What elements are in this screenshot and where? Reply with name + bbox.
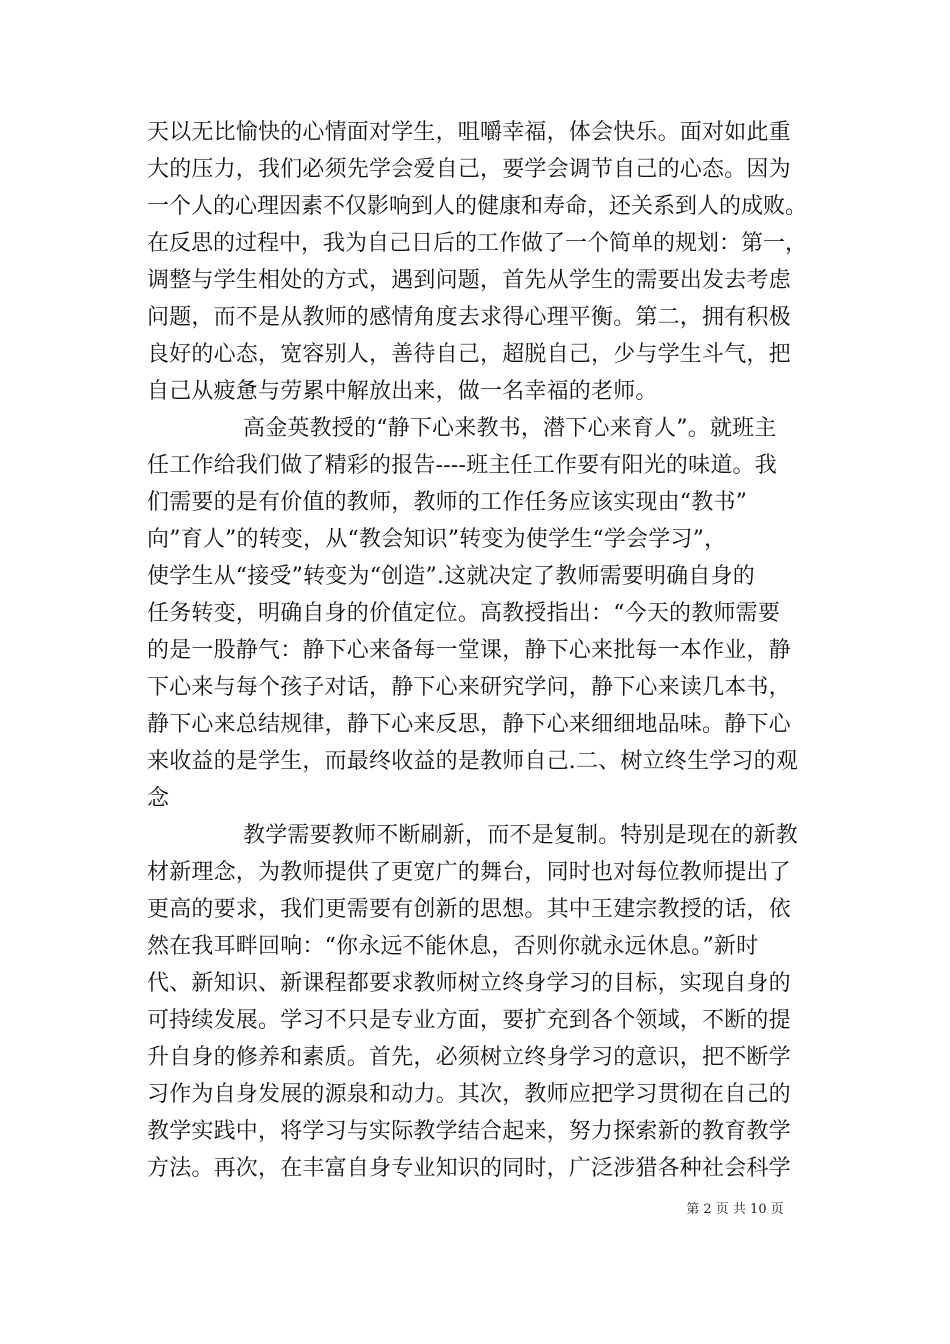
text-line: 天以无比愉快的心情面对学生，咀嚼幸福，体会快乐。面对如此重 [147, 120, 791, 145]
text-line: 使学生从“接受”转变为“创造”.这就决定了教师需要明确自身的 [147, 564, 755, 589]
text-line: 升自身的修养和素质。首先，必须树立终身学习的意识，把不断学 [147, 1045, 791, 1070]
text-line: 任工作给我们做了精彩的报告----班主任工作要有阳光的味道。我 [147, 453, 777, 478]
text-line: 念 [147, 786, 170, 811]
text-line: 来收益的是学生，而最终收益的是教师自己.二、树立终生学习的观 [147, 749, 798, 774]
text-line: 一个人的心理因素不仅影响到人的健康和寿命，还关系到人的成败。 [147, 194, 808, 219]
text-line: 可持续发展。学习不只是专业方面，要扩充到各个领域，不断的提 [147, 1008, 791, 1033]
text-line: 在反思的过程中，我为自己日后的工作做了一个简单的规划：第一， [147, 231, 808, 256]
paragraph-gao-jinying [147, 410, 809, 817]
paragraph-reflection [147, 114, 809, 410]
text-line: 问题，而不是从教师的感情角度去求得心理平衡。第二，拥有积极 [147, 305, 791, 330]
text-line: 教学实践中，将学习与实际教学结合起来，努力探索新的教育教学 [147, 1119, 791, 1144]
body-text [147, 114, 809, 1187]
text-line: 下心来与每个孩子对话，静下心来研究学问，静下心来读几本书， [147, 675, 791, 700]
text-line: 向”育人”的转变，从“教会知识”转变为使学生“学会学习”， [147, 527, 727, 552]
text-line: 材新理念，为教师提供了更宽广的舞台，同时也对每位教师提出了 [147, 860, 791, 885]
text-line: 大的压力，我们必须先学会爱自己，要学会调节自己的心态。因为 [147, 157, 791, 182]
paragraph-lifelong-learning [147, 817, 809, 1187]
text-line: 调整与学生相处的方式，遇到问题，首先从学生的需要出发去考虑 [147, 268, 791, 293]
text-line: 们需要的是有价值的教师，教师的工作任务应该实现由“教书” [147, 490, 748, 515]
text-line: 更高的要求，我们更需要有创新的思想。其中王建宗教授的话，依 [147, 897, 791, 922]
text-line: 良好的心态，宽容别人，善待自己，超脱自己，少与学生斗气，把 [147, 342, 791, 367]
text-line: 任务转变，明确自身的价值定位。高教授指出：“今天的教师需要 [147, 601, 781, 626]
text-line: 代、新知识、新课程都要求教师树立终身学习的目标，实现自身的 [147, 971, 791, 996]
text-line: 然在我耳畔回响：“你永远不能休息，否则你就永远休息。”新时 [147, 934, 759, 959]
text-line: 方法。再次，在丰富自身专业知识的同时，广泛涉猎各种社会科学 [147, 1156, 791, 1181]
text-line: 习作为自身发展的源泉和动力。其次，教师应把学习贯彻在自己的 [147, 1082, 791, 1107]
page-number: 第 2 页 共 10 页 [686, 1202, 784, 1217]
page-footer [0, 1202, 950, 1218]
text-line: 自己从疲惫与劳累中解放出来，做一名幸福的老师。 [147, 379, 658, 404]
text-line: 静下心来总结规律，静下心来反思，静下心来细细地品味。静下心 [147, 712, 791, 737]
text-line: 的是一股静气：静下心来备每一堂课，静下心来批每一本作业，静 [147, 638, 791, 663]
text-line: 高金英教授的“静下心来教书，潜下心来育人”。就班主 [243, 416, 777, 441]
text-line: 教学需要教师不断刷新，而不是复制。特别是现在的新教 [243, 823, 799, 848]
